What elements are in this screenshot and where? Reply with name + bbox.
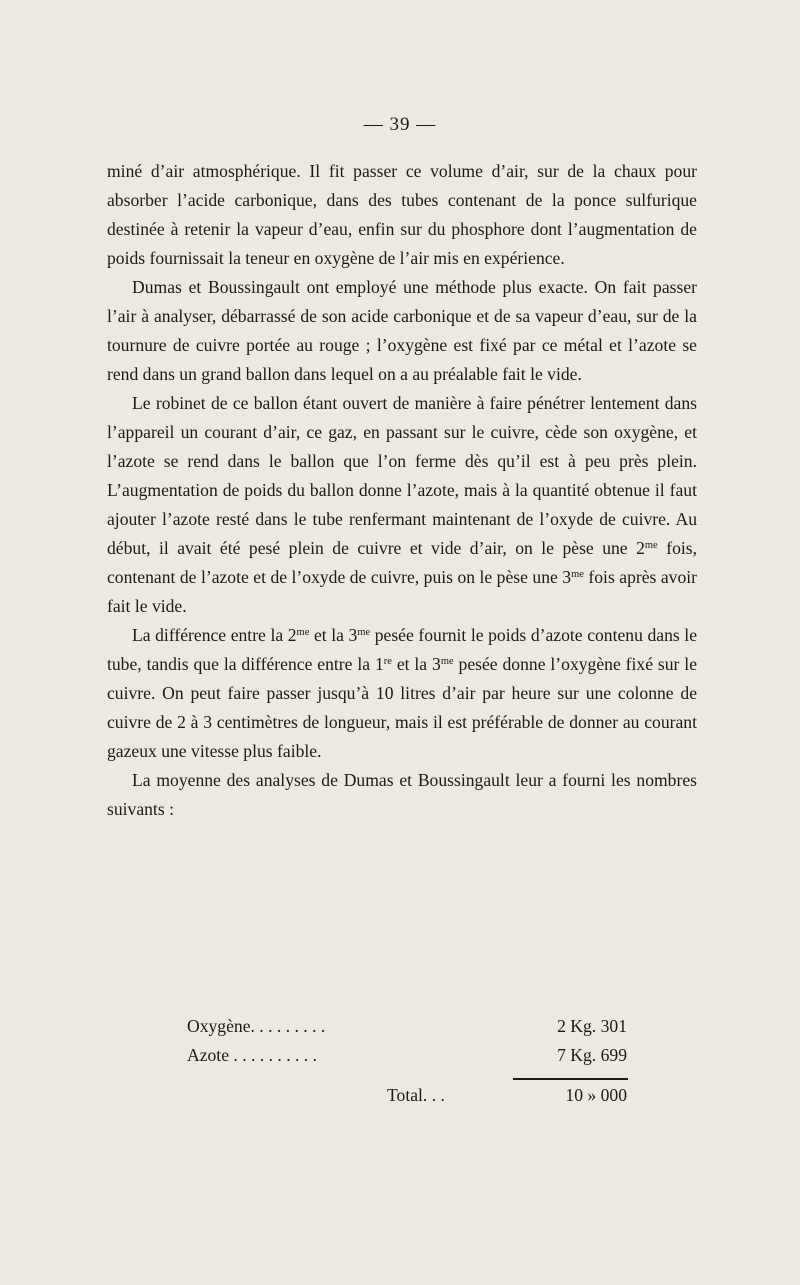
paragraph-5: La moyenne des analyses de Dumas et Boussingault leur a fourni les nombres suivants : — [107, 770, 697, 819]
ordinal-suffix: me — [296, 627, 310, 638]
ordinal-number: 3 — [562, 567, 572, 587]
ordinal-number: 2 — [287, 625, 297, 645]
oxygen-label: Oxygène. . . . . . . . . — [187, 1016, 326, 1036]
total-value: 10 » 000 — [565, 1085, 627, 1105]
text-run: pesée donne l’oxygène fixé sur le cuivre. On peut faire passer jusqu’à 10 litres d’air par heure sur une colonne de cuivre de 2 à 3 centimètres de longueur, mais il est préférable de donner au courant gazeux une vitesse plus faible. — [107, 654, 697, 761]
ordinal-number: 2 — [636, 538, 645, 558]
ordinal-number: 1 — [374, 654, 384, 674]
ordinal-number: 3 — [432, 654, 441, 674]
nitrogen-label: Azote . . . . . . . . . . — [187, 1045, 317, 1065]
paragraph-2: Dumas et Boussingault ont employé une méthode plus exacte. On fait passer l’air à analyser, débarrassé de son acide carbonique et de sa vapeur d’eau, sur de la tournure de cuivre portée au rouge ; l’oxygène est fixé par ce métal et l’azote se rend dans un grand ballon dans lequel on a au préalable fait le vide. — [107, 277, 697, 384]
text-run: fois après avoir fait le vide. — [107, 567, 698, 616]
result-row-total — [187, 1085, 627, 1115]
paragraph-4 — [107, 621, 697, 766]
text-run: pesée fournit le poids d’azote contenu dans le tube, tandis que la différence entre la — [107, 625, 697, 674]
sum-rule — [513, 1078, 628, 1080]
nitrogen-value: 7 Kg. 699 — [557, 1045, 627, 1065]
text-run: fois, contenant de l’azote et de l’oxyde de cuivre, puis on le pèse une — [107, 538, 697, 587]
text-run: La différence entre la — [132, 625, 288, 645]
ordinal-suffix: me — [440, 656, 454, 667]
text-run: et la — [391, 654, 433, 674]
text-run: et la — [309, 625, 349, 645]
oxygen-value: 2 Kg. 301 — [557, 1016, 627, 1036]
ordinal-suffix: me — [357, 627, 371, 638]
paragraph-1: miné d’air atmosphérique. Il fit passer ce volume d’air, sur de la chaux pour absorber l’acide carbonique, dans des tubes contenant de la ponce sulfurique destinée à retenir la vapeur d’eau, enfin sur du phosphore dont l’augmentation de poids fournissait la teneur en oxygène de l’air mis en expérience. — [107, 161, 697, 268]
page-number: — 39 — — [363, 114, 437, 135]
body-text — [107, 157, 697, 824]
result-row-nitrogen — [187, 1045, 627, 1075]
ordinal-suffix: me — [571, 569, 584, 580]
text-run: Le robinet de ce ballon étant ouvert de manière à faire pénétrer lentement dans l’appareil un courant d’air, ce gaz, en passant sur le cuivre, cède son oxygène, et l’azote se rend dans le ballon que l’on ferme dès qu’il est à peu près plein. L’augmentation de poids du ballon donne l’azote, mais à la quantité obtenue il faut ajouter l’azote resté dans le tube renfermant maintenant de l’oxyde de cuivre. Au début, il avait été pesé plein de cuivre et vide d’air, on le pèse une — [107, 393, 697, 558]
ordinal-suffix: re — [383, 656, 392, 667]
result-row-oxygen — [187, 1016, 627, 1046]
ordinal-suffix: me — [644, 540, 658, 551]
total-label: Total. . . — [387, 1085, 445, 1105]
paragraph-3 — [107, 389, 697, 621]
ordinal-number: 3 — [348, 625, 358, 645]
